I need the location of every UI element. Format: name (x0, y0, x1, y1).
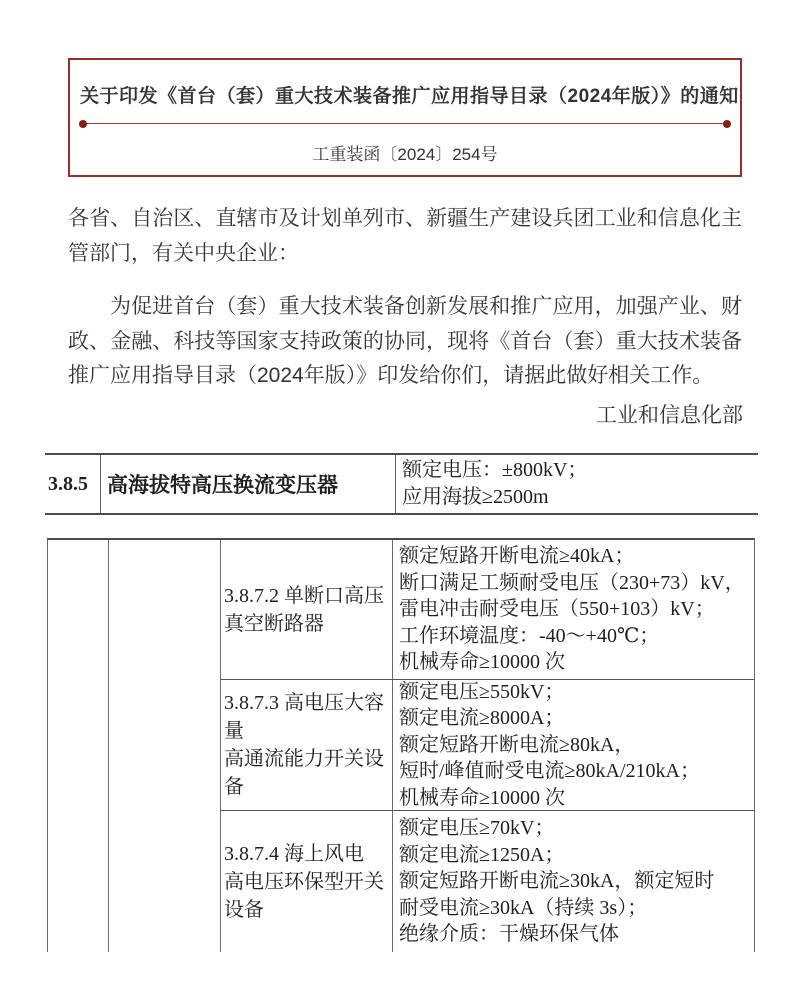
issuer-signature: 工业和信息化部 (596, 404, 743, 427)
notice-header-box (68, 58, 742, 177)
equipment-table-387 (47, 538, 755, 952)
table-row (221, 811, 754, 952)
table-cell-item-name: 高海拔特高压换流变压器 (100, 455, 395, 513)
main-paragraph: 为促进首台（套）重大技术装备创新发展和推广应用，加强产业、财政、金融、科技等国家支持政策的协同，现将《首台（套）重大技术装备推广应用指导目录（2024年版）》印发给你们，请据此做好相关工作。 (68, 295, 742, 387)
table-row (221, 680, 754, 811)
table-merged-empty-column-1 (48, 540, 109, 952)
salutation-paragraph: 各省、自治区、直辖市及计划单列市、新疆生产建设兵团工业和信息化主管部门，有关中央企业： (68, 207, 742, 265)
notice-title: 关于印发《首台（套）重大技术装备推广应用指导目录（2024年版）》的通知 (80, 86, 739, 107)
table-body (221, 540, 754, 952)
table-cell-item-name: 3.8.7.3 高电压大容量 高通流能力开关设备 (221, 680, 393, 810)
table-cell-item-specs: 额定电压≥70kV； 额定电流≥1250A； 额定短路开断电流≥30kA，额定短时 耐受电流≥30kA（持续 3s）； 绝缘介质：干燥环保气体 (399, 817, 715, 946)
divider-right-dot-icon (723, 120, 731, 128)
table-merged-empty-column-2 (109, 540, 221, 952)
equipment-table-row-385 (45, 453, 758, 515)
table-cell-item-name: 3.8.7.2 单断口高压 真空断路器 (221, 540, 393, 679)
table-row (221, 540, 754, 680)
red-divider-line (82, 123, 728, 124)
table-cell-item-specs: 额定短路开断电流≥40kA； 断口满足工频耐受电压（230+73）kV， 雷电冲击耐受电压（550+103）kV； 工作环境温度：-40～+40℃； 机械寿命≥10000 次 (399, 545, 745, 674)
table-cell-item-id: 3.8.5 (48, 472, 88, 495)
table-cell-item-specs: 额定电压≥550kV； 额定电流≥8000A； 额定短路开断电流≥80kA， 短时/峰值耐受电流≥80kA/210kA； 机械寿命≥10000 次 (399, 680, 700, 809)
table-cell-item-name: 3.8.7.4 海上风电 高电压环保型开关 设备 (221, 811, 393, 952)
divider-left-dot-icon (79, 120, 87, 128)
table-cell-item-specs: 额定电压：±800kV； 应用海拔≥2500m (395, 455, 758, 513)
document-number: 工重装函〔2024〕254号 (312, 145, 498, 164)
